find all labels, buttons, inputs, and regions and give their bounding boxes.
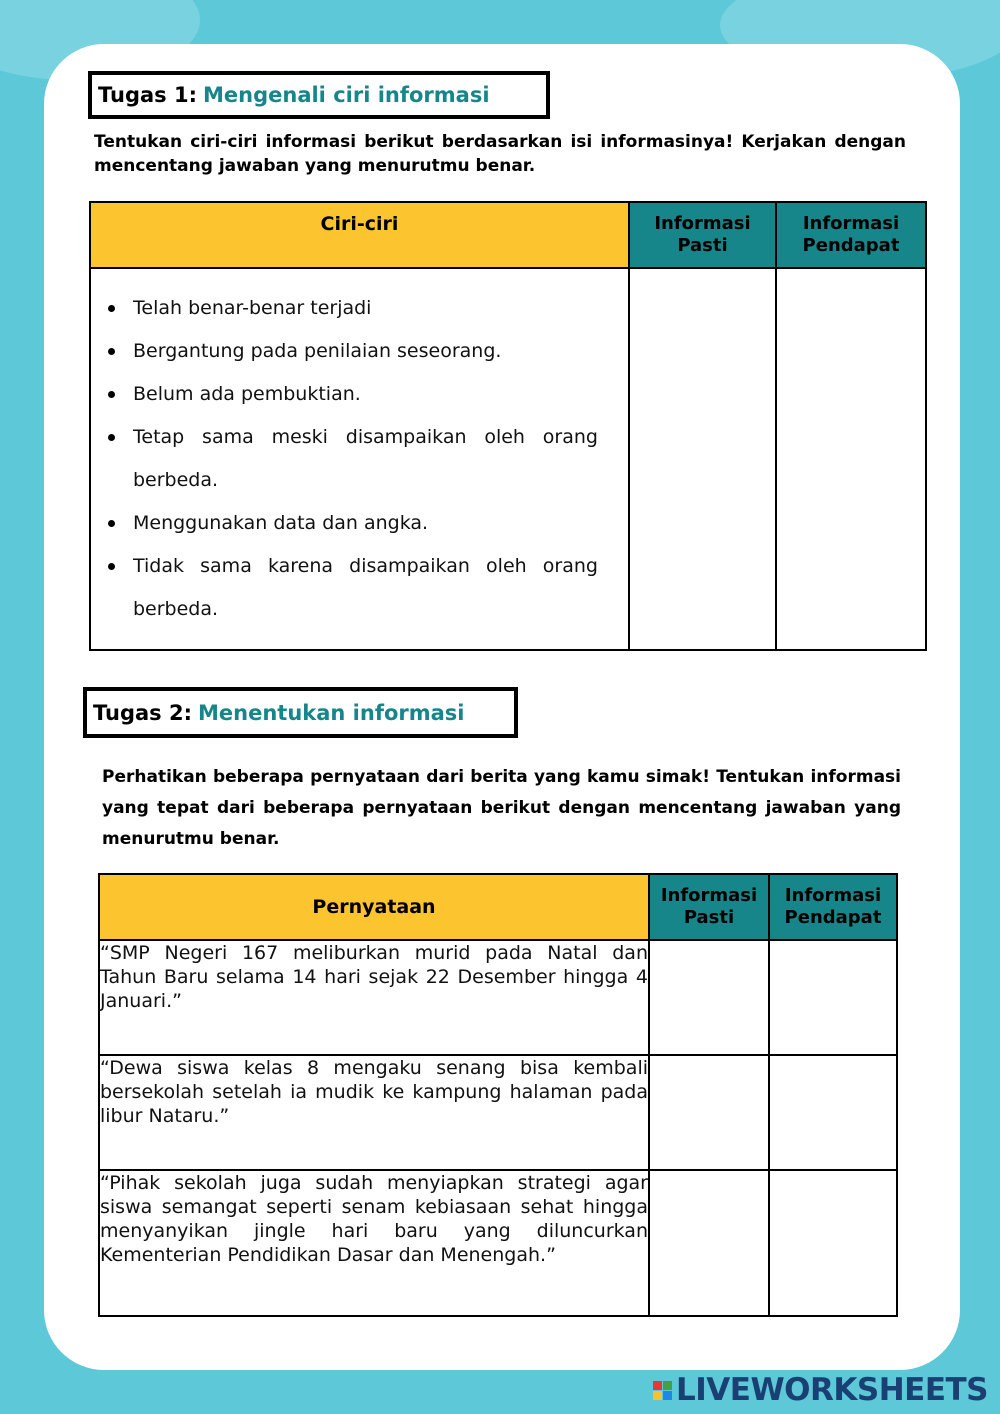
task1-ciri-list-cell xyxy=(90,268,629,650)
task2-label: Tugas 2: xyxy=(93,700,192,725)
statement3-check-pendapat[interactable] xyxy=(769,1170,897,1316)
statement-cell: “Dewa siswa kelas 8 mengaku senang bisa kembali bersekolah setelah ia mudik ke kampung halaman pada libur Nataru.” xyxy=(99,1055,649,1170)
task2-header-pasti: Informasi Pasti xyxy=(649,874,769,940)
statement2-check-pendapat[interactable] xyxy=(769,1055,897,1170)
statement2-check-pasti[interactable] xyxy=(649,1055,769,1170)
task2-table xyxy=(98,873,898,1317)
task2-title: Menentukan informasi xyxy=(198,700,465,725)
statement1-check-pasti[interactable] xyxy=(649,940,769,1055)
list-item: Menggunakan data dan angka. xyxy=(133,502,598,545)
statement-cell: “Pihak sekolah juga sudah menyiapkan strategi agar siswa semangat seperti senam kebiasaan sehat hingga menyanyikan jingle hari baru yang diluncurkan Kementerian Pendidikan Dasar dan Menengah.” xyxy=(99,1170,649,1316)
task2-heading xyxy=(83,687,518,738)
list-item: Tidak sama karena disampaikan oleh orang berbeda. xyxy=(133,545,598,631)
task2-header-pendapat: Informasi Pendapat xyxy=(769,874,897,940)
task1-instruction: Tentukan ciri-ciri informasi berikut berdasarkan isi informasinya! Kerjakan dengan mencentang jawaban yang menurutmu benar. xyxy=(94,132,906,176)
task2-header-pernyataan: Pernyataan xyxy=(99,874,649,940)
statement-cell: “SMP Negeri 167 meliburkan murid pada Natal dan Tahun Baru selama 14 hari sejak 22 Desember hingga 4 Januari.” xyxy=(99,940,649,1055)
task1-heading xyxy=(88,71,550,119)
task1-header-pendapat: Informasi Pendapat xyxy=(776,202,926,268)
list-item: Bergantung pada penilaian seseorang. xyxy=(133,330,598,373)
task1-header-ciri: Ciri-ciri xyxy=(90,202,629,268)
statement1-check-pendapat[interactable] xyxy=(769,940,897,1055)
liveworksheets-logo[interactable] xyxy=(653,1372,988,1408)
logo-text: LIVEWORKSHEETS xyxy=(676,1372,988,1408)
task1-header-pasti: Informasi Pasti xyxy=(629,202,776,268)
task1-check-pendapat[interactable] xyxy=(776,268,926,650)
list-item: Belum ada pembuktian. xyxy=(133,373,598,416)
task1-label: Tugas 1: xyxy=(98,83,197,107)
statement3-check-pasti[interactable] xyxy=(649,1170,769,1316)
list-item: Telah benar-benar terjadi xyxy=(133,287,598,330)
task1-check-pasti[interactable] xyxy=(629,268,776,650)
task1-title: Mengenali ciri informasi xyxy=(203,83,490,107)
list-item: Tetap sama meski disampaikan oleh orang berbeda. xyxy=(133,416,598,502)
task1-table xyxy=(89,201,927,651)
liveworksheets-logo-icon xyxy=(653,1381,672,1400)
task2-instruction: Perhatikan beberapa pernyataan dari berita yang kamu simak! Tentukan informasi yang tepat dari beberapa pernyataan berikut dengan mencentang jawaban yang menurutmu benar. xyxy=(102,767,901,849)
task1-ciri-list xyxy=(91,269,628,649)
